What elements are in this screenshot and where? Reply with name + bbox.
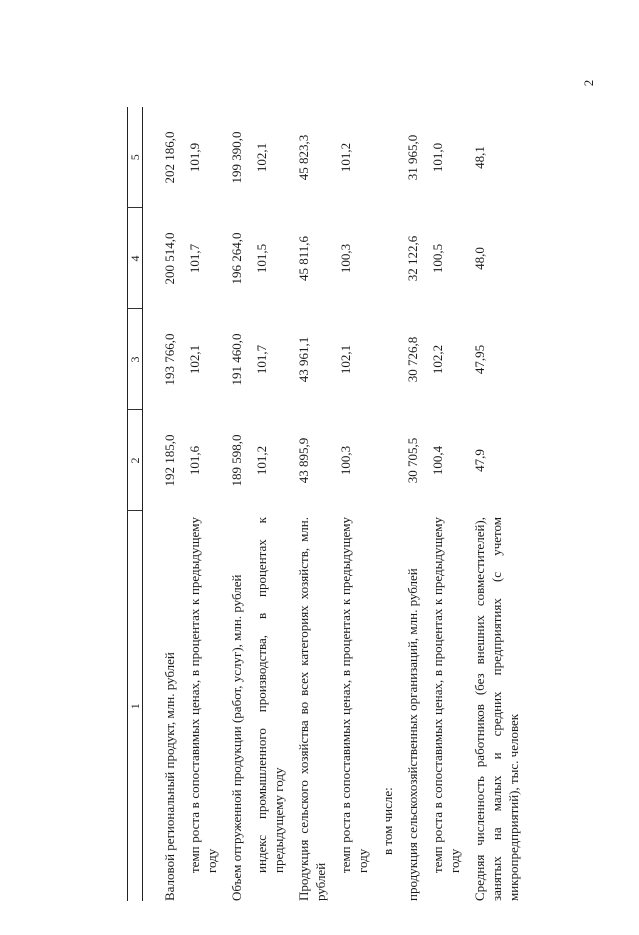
cell-value: 101,6 [187, 445, 202, 476]
cell-value: 200 514,0 [162, 232, 177, 285]
row-label-sme-employees: Средняя численность работников (без внешних совместителей), занятых на малых и средних предприятиях (с учетом микропредприятий), тыс. человек [472, 517, 521, 901]
cell-value: 100,3 [338, 445, 353, 476]
cell-value: 43 961,1 [296, 336, 311, 383]
cell-value: 101,0 [430, 142, 445, 173]
row-label-grp-growth: темп роста в сопоставимых ценах, в процентах к предыдущему году [187, 517, 219, 873]
cell-value: 47,95 [472, 344, 487, 375]
statistics-table [127, 107, 526, 901]
column-header-3: 3 [128, 309, 143, 410]
cell-value: 101,2 [338, 142, 353, 173]
row-label-grp: Валовой региональный продукт, млн. рублей [162, 652, 177, 901]
cell-value: 100,3 [338, 243, 353, 274]
row-label-industrial-index: индекс промышленного производства, в процентах к предыдущему году [254, 517, 286, 873]
cell-value: 196 264,0 [229, 232, 244, 285]
cell-value: 202 186,0 [162, 131, 177, 184]
cell-value: 47,9 [472, 449, 487, 472]
table-row [333, 107, 375, 901]
cell-value: 43 895,9 [296, 437, 311, 484]
table-row [224, 107, 249, 901]
cell-value: 100,5 [430, 243, 445, 274]
table-row [375, 107, 400, 901]
column-header-2: 2 [128, 410, 143, 511]
cell-value: 193 766,0 [162, 333, 177, 386]
rotated-page-content [127, 81, 639, 935]
cell-value: 199 390,0 [229, 131, 244, 184]
page-number: 2 [581, 79, 596, 87]
row-label-agri-organizations: продукция сельскохозяйственных организаций, млн. рублей [405, 568, 420, 901]
cell-value: 189 598,0 [229, 434, 244, 487]
cell-value: 102,2 [430, 344, 445, 375]
cell-value [375, 410, 400, 511]
column-header-5: 5 [128, 107, 143, 208]
cell-value: 101,5 [254, 243, 269, 274]
cell-value: 45 823,3 [296, 134, 311, 181]
cell-value: 48,0 [472, 247, 487, 270]
cell-value: 102,1 [187, 344, 202, 375]
table-row [291, 107, 333, 901]
cell-value: 45 811,6 [296, 235, 311, 282]
cell-value: 192 185,0 [162, 434, 177, 487]
table-row [400, 107, 425, 901]
table-row [425, 107, 467, 901]
cell-value: 191 460,0 [229, 333, 244, 386]
cell-value: 48,1 [472, 146, 487, 169]
cell-value [375, 309, 400, 410]
cell-value: 100,4 [430, 445, 445, 476]
cell-value: 101,7 [254, 344, 269, 375]
cell-value: 102,1 [254, 142, 269, 173]
cell-value: 30 726,8 [405, 336, 420, 383]
row-label-agriculture: Продукция сельского хозяйства во всех категориях хозяйств, млн. рублей [296, 517, 328, 901]
cell-value: 31 965,0 [405, 134, 420, 181]
table-row [467, 107, 526, 901]
table-row [182, 107, 224, 901]
table-header-row [128, 107, 143, 901]
cell-value: 101,2 [254, 445, 269, 476]
table-row [249, 107, 291, 901]
cell-value: 32 122,6 [405, 235, 420, 282]
row-label-including: в том числе: [380, 787, 395, 855]
cell-value [375, 107, 400, 208]
cell-value: 102,1 [338, 344, 353, 375]
row-label-shipped-output: Объем отгруженной продукции (работ, услуг), млн. рублей [229, 574, 244, 901]
cell-value [375, 208, 400, 309]
table-row [157, 107, 182, 901]
column-header-1: 1 [128, 511, 143, 901]
cell-value: 101,7 [187, 243, 202, 274]
cell-value: 101,9 [187, 142, 202, 173]
row-label-agriculture-growth: темп роста в сопоставимых ценах, в процентах к предыдущему году [338, 517, 370, 873]
row-label-agri-organizations-growth: темп роста в сопоставимых ценах, в процентах к предыдущему году [430, 517, 462, 873]
column-header-4: 4 [128, 208, 143, 309]
cell-value: 30 705,5 [405, 437, 420, 484]
